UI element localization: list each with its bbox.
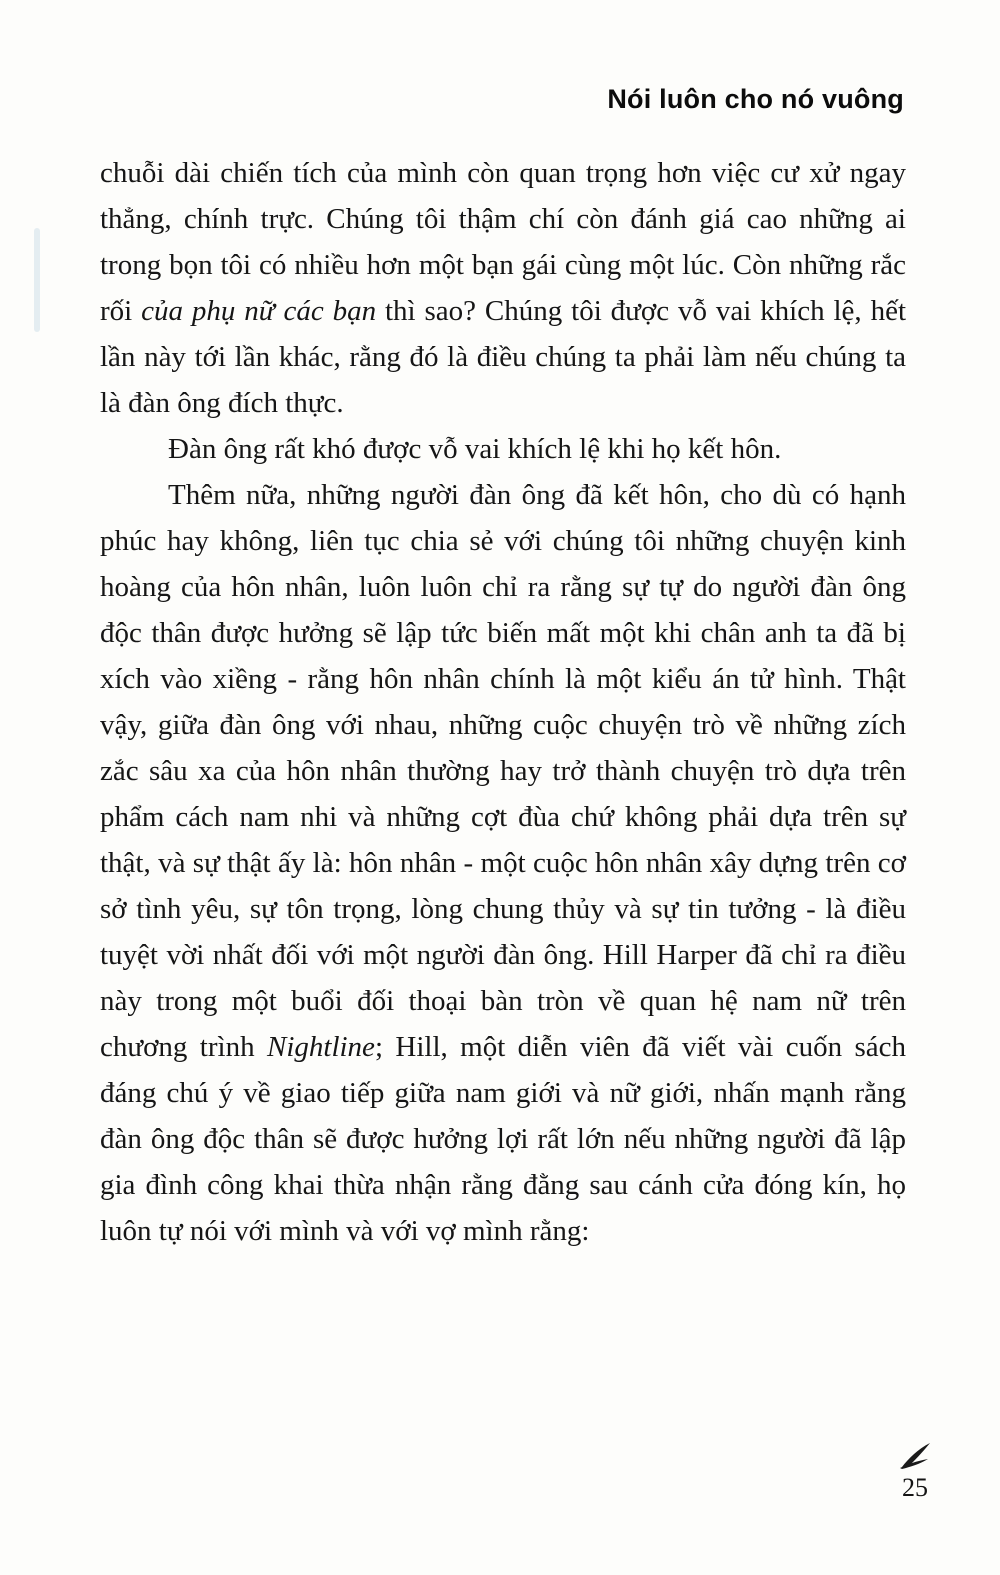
text-segment: thì sao? Chúng tôi được vỗ vai khích lệ, hết lần này tới lần khác, rằng đó là điều chúng ta phải làm nếu chúng ta là đàn ông đích thực.: [100, 295, 906, 419]
text-segment: Đàn ông rất khó được vỗ vai khích lệ khi họ kết hôn.: [168, 433, 782, 465]
page-footer: [885, 1441, 945, 1503]
text-segment: Nightline: [266, 1031, 375, 1063]
body-text: [100, 150, 906, 1254]
text-segment: của phụ nữ các bạn: [141, 295, 377, 327]
publisher-logo-icon: [898, 1441, 932, 1469]
text-segment: chuỗi dài chiến tích của mình còn quan trọng hơn việc cư xử ngay thẳng, chính trực. Chúng tôi thậm chí còn đánh giá cao những ai trong bọn tôi có nhiều hơn một bạn gái cùng một lúc. Còn những rắc rối: [100, 157, 906, 327]
paragraph: [100, 426, 906, 472]
running-header: Nói luôn cho nó vuông: [607, 84, 904, 114]
paragraph: [100, 150, 906, 426]
scan-artifact: [34, 228, 40, 332]
text-segment: Thêm nữa, những người đàn ông đã kết hôn, cho dù có hạnh phúc hay không, liên tục chia sẻ với chúng tôi những chuyện kinh hoàng của hôn nhân, luôn luôn chỉ ra rằng sự tự do người đàn ông độc thân được hưởng sẽ lập tức biến mất một khi chân anh ta đã bị xích vào xiềng - rằng hôn nhân chính là một kiểu án tử hình. Thật vậy, giữa đàn ông với nhau, những cuộc chuyện trò về những zích zắc sâu xa của hôn nhân thường hay trở thành chuyện trò dựa trên phẩm cách nam nhi và những cợt đùa chứ không phải dựa trên sự thật, và sự thật ấy là: hôn nhân - một cuộc hôn nhân xây dựng trên cơ sở tình yêu, sự tôn trọng, lòng chung thủy và sự tin tưởng - là điều tuyệt vời nhất đối với một người đàn ông. Hill Harper đã chỉ ra điều này trong một buổi đối thoại bàn tròn về quan hệ nam nữ trên chương trình: [100, 479, 906, 1063]
page-number: 25: [902, 1473, 928, 1502]
text-segment: ; Hill, một diễn viên đã viết vài cuốn sách đáng chú ý về giao tiếp giữa nam giới và nữ giới, nhấn mạnh rằng đàn ông độc thân sẽ được hưởng lợi rất lớn nếu những người đã lập gia đình công khai thừa nhận rằng đằng sau cánh cửa đóng kín, họ luôn tự nói với mình và với vợ mình rằng:: [100, 1031, 906, 1247]
paragraph: [100, 472, 906, 1254]
